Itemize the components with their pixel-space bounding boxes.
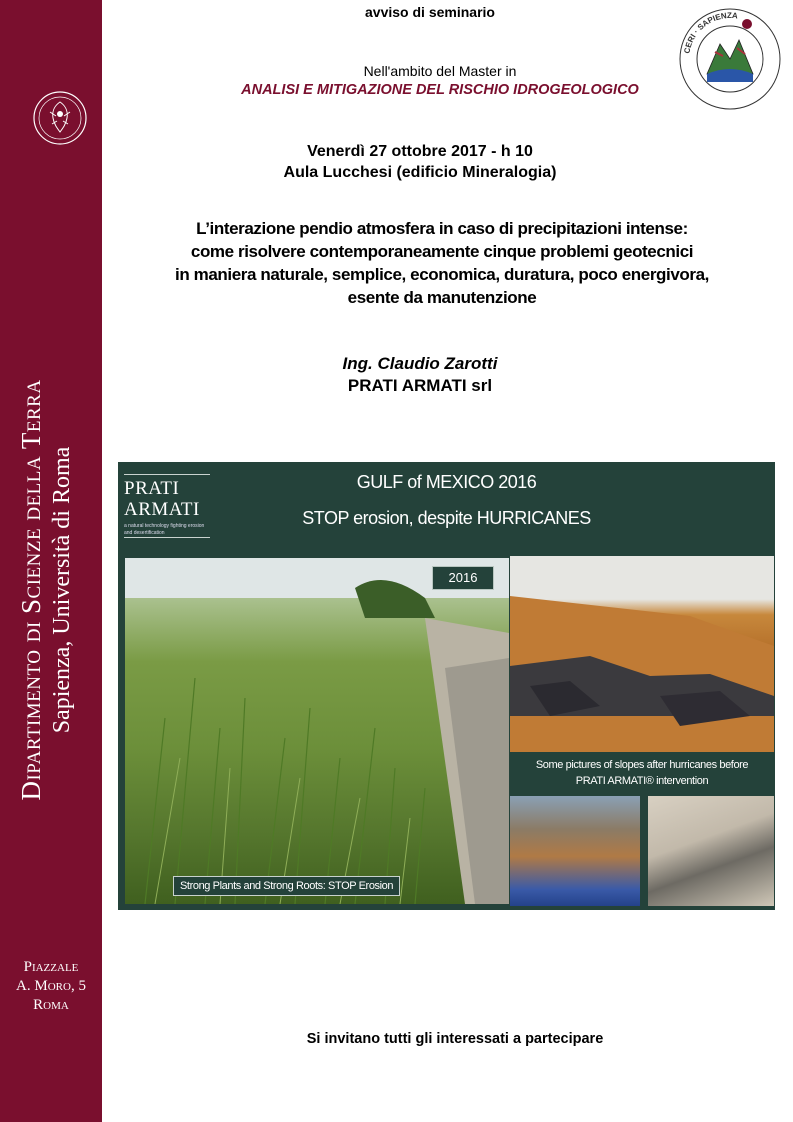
event-date: Venerdì 27 ottobre 2017 - h 10 [307, 143, 533, 160]
department-name: Dipartimento di Scienze della Terra [16, 379, 46, 801]
side-caption-line: Some pictures of slopes after hurricanes before [535, 759, 749, 771]
brand-line: ARMATI [124, 499, 200, 520]
talk-title-line: L’interazione pendio atmosfera in caso di precipitazioni intense: [196, 219, 688, 238]
master-title: ANALISI E MITIGAZIONE DEL RISCHIO IDROGEOLOGICO [241, 82, 639, 98]
panel-title: GULF of MEXICO 2016 [356, 472, 537, 492]
address-line: Roma [33, 997, 69, 1013]
gully-photo-small [648, 796, 774, 906]
event-room: Aula Lucchesi (edificio Mineralogia) [283, 164, 557, 181]
address-line: Piazzale [23, 959, 79, 975]
talk-title-line: come risolvere contemporaneamente cinque problemi geotecnici [190, 242, 694, 261]
speaker-name: Ing. Claudio Zarotti [342, 354, 498, 373]
panel-subtitle: STOP erosion, despite HURRICANES [302, 508, 591, 528]
speaker-company: PRATI ARMATI srl [347, 376, 493, 395]
brand-subtitle: a natural technology fighting erosion and desertification [124, 523, 205, 536]
prati-armati-panel [118, 462, 775, 910]
ceri-logo [677, 4, 783, 114]
department-vertical-text [15, 310, 85, 870]
sidebar [0, 0, 102, 1122]
grass-illustration [125, 558, 509, 904]
sapienza-crest-logo [32, 90, 88, 146]
notice-label: avviso di seminario [365, 4, 495, 20]
talk-title-line: esente da manutenzione [347, 288, 537, 307]
address [0, 958, 102, 1015]
eroded-slope-illustration [510, 556, 774, 752]
main-photo-caption: Strong Plants and Strong Roots: STOP Erosion [173, 876, 400, 896]
grass-slope-photo [125, 558, 509, 904]
side-caption [510, 753, 774, 793]
context-label: Nell'ambito del Master in [363, 63, 517, 79]
invite-text: Si invitano tutti gli interessati a partecipare [306, 1031, 604, 1047]
brand-line: PRATI [124, 478, 180, 499]
university-name: Sapienza, Università di Roma [49, 446, 75, 734]
side-caption-line: PRATI ARMATI® intervention [575, 775, 709, 787]
erosion-photo-small [510, 796, 640, 906]
talk-title-line: in maniera naturale, semplice, economica, duratura, poco energivora, [175, 265, 709, 284]
year-badge: 2016 [432, 566, 494, 590]
address-line: A. Moro, 5 [16, 978, 86, 994]
ceri-ring-text: CERI · SAPIENZA [682, 10, 739, 55]
eroded-slope-photo [510, 556, 774, 752]
